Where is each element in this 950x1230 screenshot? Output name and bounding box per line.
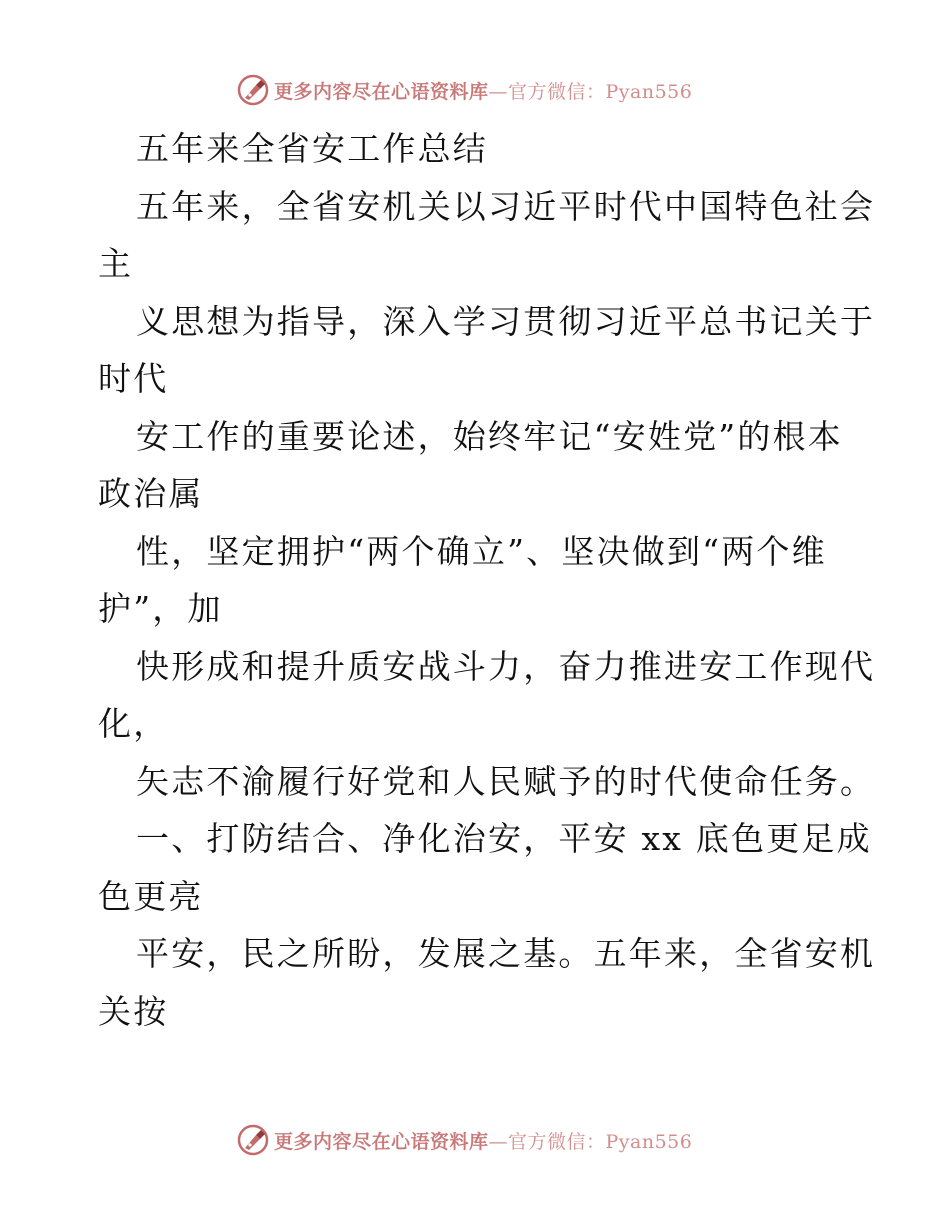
footer-watermark-text: 更多内容尽在心语资料库—官方微信：Pyan556 — [274, 1130, 693, 1153]
footer-watermark-banner — [236, 1122, 692, 1158]
document-body — [98, 120, 876, 1040]
paragraph-line: 政治属 — [98, 474, 204, 513]
header-watermark-text: 更多内容尽在心语资料库—官方微信：Pyan556 — [274, 80, 693, 103]
paragraph-line: 时代 — [98, 359, 169, 398]
section-heading-line: 一、打防结合、净化治安，平安 xx 底色更足成 — [136, 819, 872, 858]
pen-nib-circle-icon — [236, 73, 270, 107]
pen-nib-circle-icon — [236, 1123, 270, 1157]
section-heading-line: 色更亮 — [98, 876, 204, 916]
paragraph-line: 安工作的重要论述，始终牢记“安姓党”的根本 — [136, 416, 843, 456]
paragraph-line: 矢志不渝履行好党和人民赋予的时代使命任务。 — [136, 761, 876, 801]
paragraph-line: 五年来，全省安机关以习近平时代中国特色社会 — [136, 186, 876, 226]
paragraph-line: 平安，民之所盼，发展之基。五年来，全省安机 — [136, 934, 876, 973]
paragraph-line: 主 — [98, 244, 134, 283]
paragraph-line: 性，坚定拥护“两个确立”、坚决做到“两个维 — [136, 531, 827, 571]
paragraph-line: 化， — [98, 704, 169, 743]
paragraph-line: 快形成和提升质安战斗力，奋力推进安工作现代 — [136, 646, 876, 686]
paragraph-line: 义思想为指导，深入学习贯彻习近平总书记关于 — [136, 301, 876, 341]
paragraph-line: 护”，加 — [98, 589, 223, 628]
document-title: 五年来全省安工作总结 — [136, 129, 488, 168]
paragraph-line: 关按 — [98, 991, 169, 1031]
header-watermark-banner — [236, 72, 692, 108]
